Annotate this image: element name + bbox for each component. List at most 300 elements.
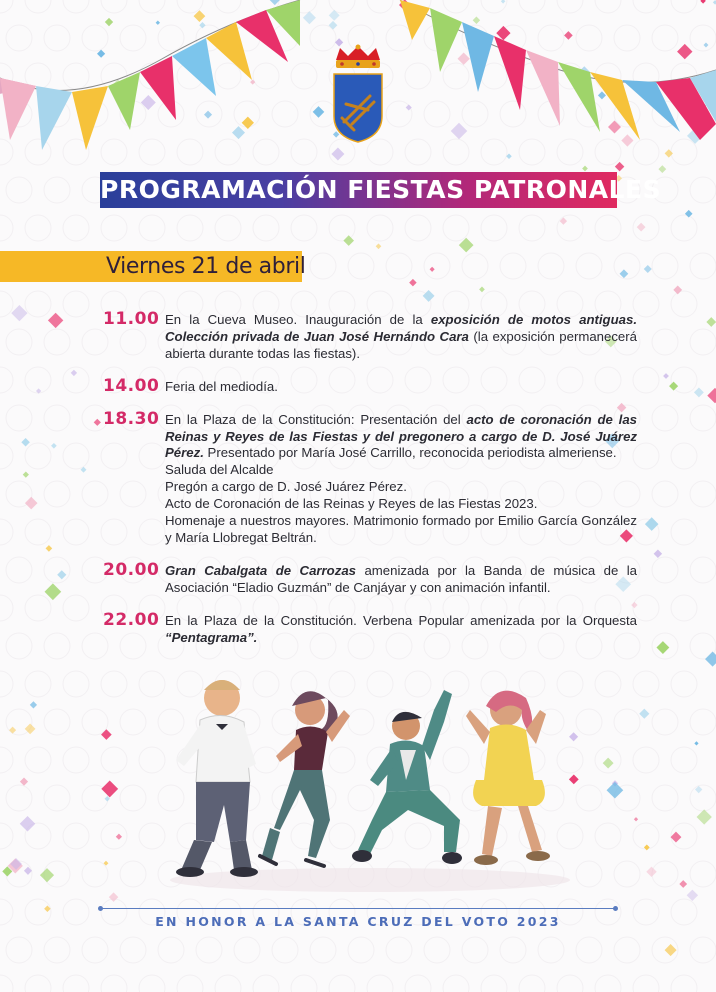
lace-motif bbox=[557, 975, 583, 992]
confetti-diamond bbox=[654, 549, 662, 557]
confetti-diamond bbox=[564, 31, 573, 40]
lace-motif bbox=[595, 975, 621, 992]
lace-motif bbox=[500, 101, 526, 127]
lace-motif bbox=[690, 481, 716, 507]
event-time: 22.00 bbox=[103, 609, 160, 630]
lace-motif bbox=[25, 291, 51, 317]
lace-motif bbox=[481, 975, 507, 992]
lace-motif bbox=[63, 215, 89, 241]
lace-motif bbox=[63, 747, 89, 773]
event-line bbox=[165, 613, 637, 647]
lace-motif bbox=[519, 215, 545, 241]
lace-motif bbox=[386, 253, 412, 279]
lace-motif bbox=[63, 443, 89, 469]
lace-motif bbox=[44, 481, 70, 507]
event-time: 14.00 bbox=[103, 375, 160, 396]
event-text: Homenaje a nuestros mayores. Matrimonio formado por Emilio García González y María Llobregat Beltrán. bbox=[165, 513, 637, 545]
lace-motif bbox=[481, 139, 507, 165]
confetti-diamond bbox=[199, 22, 205, 28]
lace-motif bbox=[538, 937, 564, 963]
lace-motif bbox=[424, 937, 450, 963]
lace-motif bbox=[329, 0, 355, 13]
lace-motif bbox=[538, 25, 564, 51]
lace-motif bbox=[690, 25, 716, 51]
lace-motif bbox=[671, 595, 697, 621]
lace-motif bbox=[557, 0, 583, 13]
lace-motif bbox=[82, 937, 108, 963]
confetti-diamond bbox=[71, 370, 77, 376]
lace-motif bbox=[0, 443, 13, 469]
confetti-diamond bbox=[57, 570, 66, 579]
confetti-diamond bbox=[250, 80, 255, 85]
lace-motif bbox=[690, 253, 716, 279]
lace-motif bbox=[253, 215, 279, 241]
lace-motif bbox=[557, 215, 583, 241]
event-item bbox=[103, 309, 637, 363]
lace-motif bbox=[291, 63, 317, 89]
event-text: En la Plaza de la Constitución: Presentación del bbox=[165, 411, 467, 427]
confetti-diamond bbox=[313, 106, 325, 118]
lace-motif bbox=[0, 291, 13, 317]
confetti-diamond bbox=[329, 21, 338, 30]
event-text: Feria del mediodía. bbox=[165, 378, 278, 394]
lace-motif bbox=[652, 253, 678, 279]
confetti-diamond bbox=[639, 709, 649, 719]
lace-motif bbox=[386, 25, 412, 51]
lace-motif bbox=[25, 747, 51, 773]
event-line bbox=[165, 312, 637, 363]
lace-motif bbox=[671, 747, 697, 773]
event-text: (la exposición permanecerá abierta durante todas las fiestas). bbox=[165, 328, 637, 361]
event-time: 20.00 bbox=[103, 559, 160, 580]
event-line bbox=[165, 462, 637, 479]
lace-motif bbox=[633, 671, 659, 697]
lace-motif bbox=[443, 215, 469, 241]
lace-motif bbox=[139, 139, 165, 165]
event-time: 11.00 bbox=[103, 309, 160, 329]
lace-motif bbox=[63, 63, 89, 89]
lace-motif bbox=[310, 253, 336, 279]
lace-motif bbox=[443, 0, 469, 13]
lace-motif bbox=[120, 709, 146, 735]
lace-motif bbox=[690, 709, 716, 735]
lace-motif bbox=[405, 215, 431, 241]
lace-motif bbox=[576, 25, 602, 51]
lace-motif bbox=[690, 785, 716, 811]
lace-motif bbox=[177, 975, 203, 992]
lace-motif bbox=[25, 139, 51, 165]
lace-motif bbox=[443, 975, 469, 992]
lace-motif bbox=[44, 709, 70, 735]
confetti-diamond bbox=[665, 944, 677, 956]
lace-motif bbox=[614, 25, 640, 51]
lace-motif bbox=[25, 0, 51, 13]
lace-motif bbox=[576, 937, 602, 963]
footer-divider bbox=[100, 908, 616, 909]
lace-motif bbox=[272, 101, 298, 127]
lace-motif bbox=[519, 0, 545, 13]
event-text: En la Plaza de la Constitución. Verbena Popular amenizada por la Orquesta bbox=[165, 612, 637, 628]
lace-motif bbox=[101, 975, 127, 992]
confetti-diamond bbox=[582, 166, 588, 172]
lace-motif bbox=[329, 215, 355, 241]
confetti-diamond bbox=[94, 419, 101, 426]
lace-motif bbox=[329, 975, 355, 992]
dancer-2 bbox=[260, 691, 350, 866]
confetti-diamond bbox=[101, 780, 118, 797]
confetti-diamond bbox=[451, 123, 468, 140]
lace-motif bbox=[25, 443, 51, 469]
event-line bbox=[165, 379, 637, 396]
event-text: Pregón a cargo de D. José Juárez Pérez. bbox=[165, 479, 407, 495]
lace-motif bbox=[6, 633, 32, 659]
event-highlight: exposición de motos antiguas. Colección privada de Juan José Hernándo Cara bbox=[165, 312, 637, 344]
lace-motif bbox=[215, 63, 241, 89]
event-item bbox=[103, 609, 637, 647]
lace-motif bbox=[0, 519, 13, 545]
lace-motif bbox=[120, 25, 146, 51]
lace-motif bbox=[158, 937, 184, 963]
lace-motif bbox=[63, 671, 89, 697]
confetti-diamond bbox=[700, 0, 706, 4]
lace-motif bbox=[633, 215, 659, 241]
lace-motif bbox=[0, 595, 13, 621]
confetti-diamond bbox=[204, 111, 212, 119]
lace-motif bbox=[690, 861, 716, 887]
confetti-diamond bbox=[608, 120, 621, 133]
dancer-3 bbox=[352, 690, 462, 864]
confetti-diamond bbox=[703, 43, 708, 48]
confetti-diamond bbox=[473, 16, 480, 23]
lace-motif bbox=[291, 215, 317, 241]
confetti-diamond bbox=[9, 727, 16, 734]
confetti-diamond bbox=[646, 867, 656, 877]
confetti-diamond bbox=[20, 816, 36, 832]
event-line bbox=[165, 496, 637, 513]
lace-motif bbox=[0, 0, 13, 13]
confetti-diamond bbox=[694, 741, 698, 745]
lace-motif bbox=[671, 0, 697, 13]
lace-motif bbox=[44, 25, 70, 51]
confetti-diamond bbox=[603, 758, 614, 769]
lace-motif bbox=[652, 25, 678, 51]
lace-motif bbox=[120, 861, 146, 887]
lace-motif bbox=[652, 481, 678, 507]
lace-motif bbox=[139, 0, 165, 13]
confetti-diamond bbox=[51, 443, 57, 449]
lace-motif bbox=[63, 0, 89, 13]
confetti-diamond bbox=[21, 438, 29, 446]
lace-motif bbox=[6, 329, 32, 355]
confetti-diamond bbox=[105, 796, 110, 801]
lace-motif bbox=[690, 329, 716, 355]
lace-motif bbox=[633, 0, 659, 13]
confetti-diamond bbox=[677, 44, 692, 59]
lace-motif bbox=[462, 253, 488, 279]
event-highlight: Gran Cabalgata de Carrozas bbox=[165, 562, 357, 578]
lace-motif bbox=[44, 177, 70, 203]
lace-motif bbox=[690, 557, 716, 583]
lace-motif bbox=[0, 823, 13, 849]
confetti-diamond bbox=[23, 472, 29, 478]
event-description bbox=[165, 613, 637, 647]
confetti-diamond bbox=[25, 497, 38, 510]
lace-motif bbox=[481, 215, 507, 241]
confetti-diamond bbox=[679, 880, 687, 888]
confetti-diamond bbox=[101, 729, 112, 740]
event-highlight: acto de coronación de las Reinas y Reyes de las Fiestas y del pregonero a cargo de D. José Juárez Pérez. bbox=[165, 411, 637, 461]
confetti-diamond bbox=[109, 892, 118, 901]
lace-motif bbox=[576, 253, 602, 279]
event-item bbox=[103, 559, 638, 597]
lace-motif bbox=[291, 975, 317, 992]
confetti-diamond bbox=[658, 165, 666, 173]
lace-motif bbox=[234, 937, 260, 963]
lace-motif bbox=[120, 785, 146, 811]
lace-motif bbox=[6, 25, 32, 51]
confetti-diamond bbox=[479, 287, 485, 293]
lace-motif bbox=[348, 937, 374, 963]
lace-motif bbox=[500, 937, 526, 963]
lace-motif bbox=[671, 671, 697, 697]
confetti-diamond bbox=[105, 18, 113, 26]
lace-motif bbox=[139, 975, 165, 992]
lace-motif bbox=[424, 101, 450, 127]
lace-motif bbox=[671, 519, 697, 545]
confetti-diamond bbox=[430, 267, 435, 272]
confetti-diamond bbox=[46, 545, 53, 552]
event-text: En la Cueva Museo. Inauguración de la bbox=[165, 312, 431, 327]
confetti-diamond bbox=[48, 313, 63, 328]
lace-motif bbox=[253, 139, 279, 165]
lace-motif bbox=[253, 63, 279, 89]
lace-motif bbox=[310, 937, 336, 963]
confetti-diamond bbox=[607, 782, 624, 799]
event-line bbox=[165, 563, 637, 597]
lace-motif bbox=[120, 937, 146, 963]
confetti-diamond bbox=[669, 382, 678, 391]
event-line bbox=[165, 479, 637, 496]
confetti-diamond bbox=[45, 583, 62, 600]
confetti-diamond bbox=[501, 0, 506, 4]
page-title: PROGRAMACIÓN FIESTAS PATRONALES bbox=[100, 172, 617, 208]
lace-motif bbox=[614, 861, 640, 887]
lace-motif bbox=[633, 975, 659, 992]
lace-motif bbox=[519, 975, 545, 992]
lace-motif bbox=[671, 443, 697, 469]
lace-motif bbox=[196, 937, 222, 963]
lace-motif bbox=[215, 139, 241, 165]
confetti-diamond bbox=[705, 652, 716, 667]
lace-motif bbox=[538, 253, 564, 279]
lace-motif bbox=[595, 823, 621, 849]
lace-motif bbox=[101, 747, 127, 773]
confetti-diamond bbox=[40, 868, 54, 882]
lace-motif bbox=[367, 215, 393, 241]
lace-motif bbox=[177, 215, 203, 241]
lace-motif bbox=[690, 177, 716, 203]
confetti-diamond bbox=[232, 126, 245, 139]
lace-motif bbox=[177, 139, 203, 165]
confetti-diamond bbox=[620, 269, 629, 278]
lace-motif bbox=[44, 633, 70, 659]
lace-motif bbox=[63, 975, 89, 992]
lace-motif bbox=[557, 139, 583, 165]
lace-motif bbox=[462, 101, 488, 127]
lace-motif bbox=[652, 405, 678, 431]
event-text: Presentado por María José Carrillo, reconocida periodista almeriense. bbox=[203, 445, 617, 461]
event-description bbox=[165, 379, 637, 396]
lace-motif bbox=[671, 215, 697, 241]
lace-motif bbox=[82, 861, 108, 887]
event-item bbox=[103, 408, 637, 547]
lace-motif bbox=[633, 823, 659, 849]
event-text: amenizada por la Banda de música de la Asociación “Eladio Guzmán” de Canjáyar y con animación infantil. bbox=[165, 562, 638, 595]
lace-motif bbox=[63, 823, 89, 849]
confetti-diamond bbox=[331, 147, 344, 160]
lace-motif bbox=[652, 709, 678, 735]
lace-motif bbox=[6, 405, 32, 431]
confetti-diamond bbox=[707, 388, 716, 403]
event-text: Acto de Coronación de las Reinas y Reyes de las Fiestas 2023. bbox=[165, 496, 538, 512]
event-text: Saluda del Alcalde bbox=[165, 462, 274, 478]
lace-motif bbox=[462, 937, 488, 963]
lace-motif bbox=[101, 139, 127, 165]
lace-motif bbox=[671, 139, 697, 165]
confetti-diamond bbox=[621, 134, 633, 146]
lace-motif bbox=[63, 595, 89, 621]
lace-motif bbox=[25, 215, 51, 241]
lace-motif bbox=[0, 215, 13, 241]
event-schedule bbox=[103, 309, 638, 647]
lace-motif bbox=[215, 975, 241, 992]
lace-motif bbox=[101, 671, 127, 697]
lace-motif bbox=[652, 329, 678, 355]
event-time: 18.30 bbox=[103, 408, 160, 429]
lace-motif bbox=[25, 519, 51, 545]
lace-motif bbox=[652, 861, 678, 887]
lace-motif bbox=[690, 937, 716, 963]
event-description bbox=[165, 412, 637, 547]
lace-motif bbox=[405, 63, 431, 89]
lace-motif bbox=[25, 975, 51, 992]
lace-motif bbox=[633, 747, 659, 773]
confetti-diamond bbox=[376, 243, 382, 249]
lace-motif bbox=[6, 937, 32, 963]
event-highlight: “Pentagrama”. bbox=[165, 629, 258, 645]
lace-motif bbox=[443, 139, 469, 165]
lace-motif bbox=[44, 785, 70, 811]
lace-motif bbox=[0, 975, 13, 992]
lace-motif bbox=[158, 25, 184, 51]
lace-motif bbox=[614, 253, 640, 279]
dancer-4 bbox=[466, 691, 550, 865]
lace-motif bbox=[44, 329, 70, 355]
lace-motif bbox=[82, 709, 108, 735]
event-item bbox=[103, 375, 637, 396]
lace-motif bbox=[0, 747, 13, 773]
lace-motif bbox=[63, 519, 89, 545]
lace-motif bbox=[0, 367, 13, 393]
confetti-diamond bbox=[20, 777, 28, 785]
lace-motif bbox=[690, 405, 716, 431]
municipal-coat-of-arms-icon bbox=[330, 44, 386, 144]
confetti-diamond bbox=[673, 286, 682, 295]
lace-motif bbox=[6, 557, 32, 583]
confetti-diamond bbox=[685, 210, 693, 218]
event-line bbox=[165, 513, 637, 547]
lace-motif bbox=[671, 291, 697, 317]
lace-motif bbox=[595, 139, 621, 165]
lace-motif bbox=[6, 785, 32, 811]
lace-motif bbox=[386, 101, 412, 127]
footer-tagline: EN HONOR A LA SANTA CRUZ DEL VOTO 2023 bbox=[155, 914, 561, 929]
lace-motif bbox=[101, 0, 127, 13]
lace-motif bbox=[291, 139, 317, 165]
dancing-people-illustration bbox=[160, 670, 580, 895]
lace-motif bbox=[367, 0, 393, 13]
lace-motif bbox=[386, 937, 412, 963]
lace-motif bbox=[101, 823, 127, 849]
confetti-diamond bbox=[329, 10, 340, 21]
confetti-diamond bbox=[656, 641, 669, 654]
confetti-diamond bbox=[706, 317, 716, 327]
dancer-1 bbox=[176, 680, 258, 877]
lace-motif bbox=[0, 671, 13, 697]
lace-motif bbox=[253, 975, 279, 992]
lace-motif bbox=[272, 937, 298, 963]
lace-motif bbox=[671, 975, 697, 992]
lace-motif bbox=[44, 557, 70, 583]
lace-motif bbox=[63, 291, 89, 317]
lace-motif bbox=[6, 177, 32, 203]
confetti-diamond bbox=[663, 373, 669, 379]
lace-motif bbox=[595, 671, 621, 697]
confetti-diamond bbox=[242, 117, 254, 129]
lace-motif bbox=[367, 975, 393, 992]
lace-motif bbox=[405, 139, 431, 165]
confetti-diamond bbox=[409, 279, 416, 286]
lace-motif bbox=[500, 253, 526, 279]
lace-motif bbox=[0, 139, 13, 165]
day-heading: Viernes 21 de abril bbox=[106, 254, 306, 279]
confetti-diamond bbox=[637, 223, 646, 232]
event-description bbox=[165, 563, 637, 597]
lace-motif bbox=[215, 215, 241, 241]
lace-motif bbox=[652, 785, 678, 811]
confetti-diamond bbox=[644, 265, 652, 273]
lace-motif bbox=[44, 937, 70, 963]
confetti-diamond bbox=[343, 235, 354, 246]
lace-motif bbox=[424, 253, 450, 279]
confetti-diamond bbox=[141, 95, 156, 110]
lace-motif bbox=[101, 215, 127, 241]
lace-motif bbox=[595, 0, 621, 13]
lace-motif bbox=[215, 0, 241, 13]
confetti-diamond bbox=[644, 845, 650, 851]
lace-motif bbox=[25, 671, 51, 697]
lace-motif bbox=[405, 975, 431, 992]
event-line bbox=[165, 412, 637, 463]
lace-motif bbox=[614, 709, 640, 735]
lace-motif bbox=[139, 215, 165, 241]
lace-motif bbox=[25, 595, 51, 621]
confetti-diamond bbox=[156, 21, 160, 25]
confetti-diamond bbox=[634, 817, 638, 821]
lace-motif bbox=[614, 937, 640, 963]
confetti-diamond bbox=[30, 701, 37, 708]
confetti-diamond bbox=[694, 387, 704, 397]
